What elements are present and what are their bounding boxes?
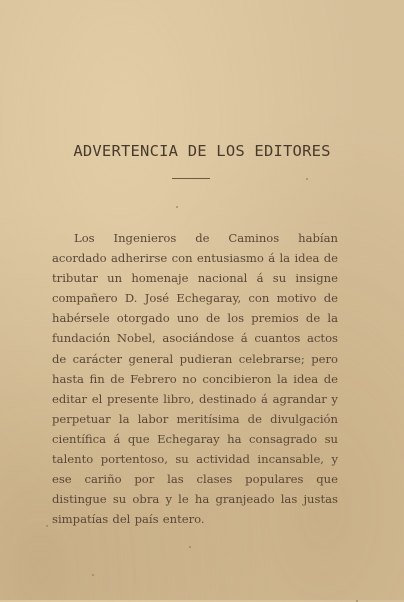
paper-speck	[189, 546, 191, 548]
body-paragraph: Los Ingenieros de Caminos habían acordado adherirse con entusiasmo á la idea de tributar un homenaje nacional á su insigne compañero D. José Echegaray, con motivo de habérsele otorgado uno de los premios de la fundación Nobel, asociándose á cuantos actos de carácter general pudieran celebrarse; pero hasta fin de Febrero no concibieron la idea de editar el presente libro, destinado á agrandar y perpetuar la labor meritísima de divulgación científica á que Echegaray ha consagrado su talento portentoso, su actividad incansable, y ese cariño por las clases populares que distingue su obra y le ha granjeado las justas simpatías del país entero.	[52, 231, 338, 527]
paper-speck	[176, 206, 178, 208]
paper-speck	[46, 525, 48, 527]
paper-speck	[306, 178, 308, 180]
paper-speck	[92, 574, 94, 576]
heading-rule	[172, 178, 210, 179]
section-heading: ADVERTENCIA DE LOS EDITORES	[73, 142, 331, 160]
